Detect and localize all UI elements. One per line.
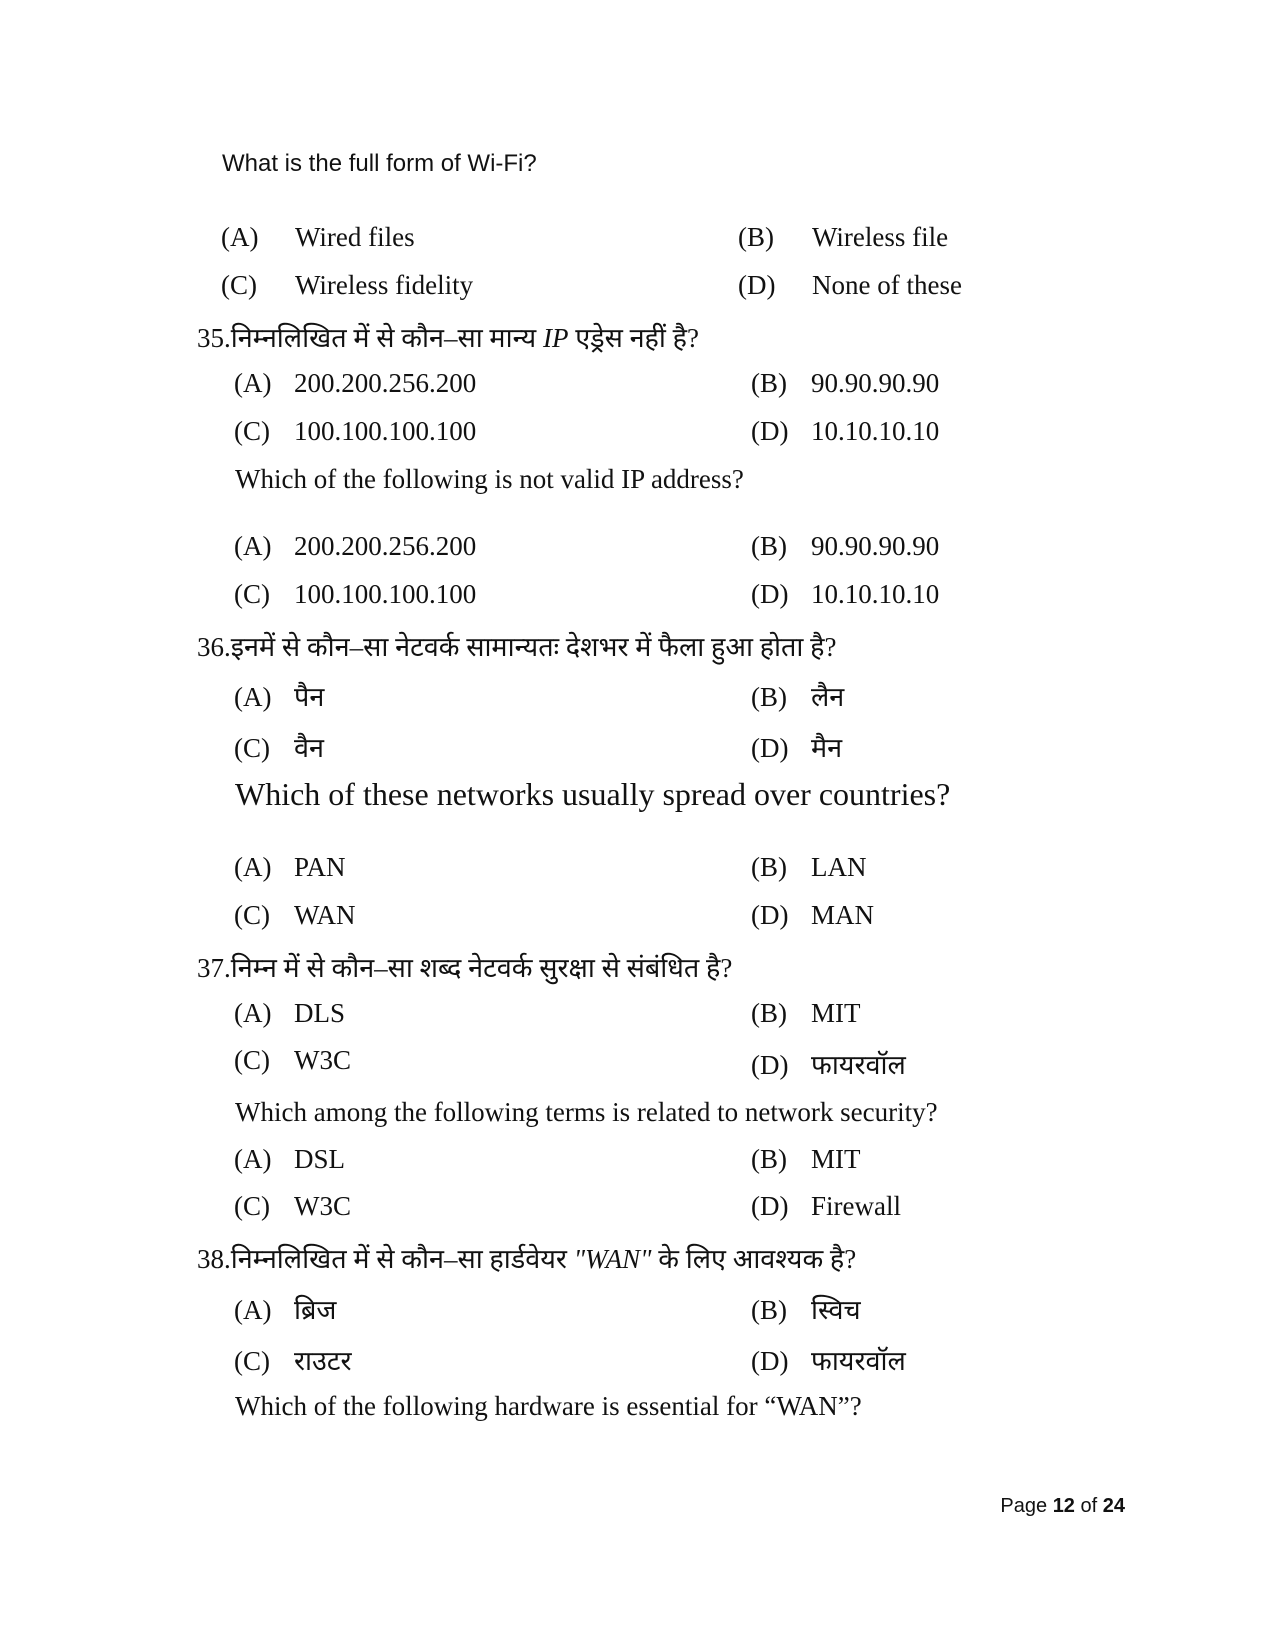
option-b: (B) Wireless file — [738, 222, 949, 252]
question-37-text-en: Which among the following terms is related to network security? — [235, 1097, 938, 1127]
total-pages: 24 — [1102, 1495, 1125, 1517]
option-d: (D) फायरवॉल — [751, 1050, 906, 1080]
option-d: (D) 10.10.10.10 — [751, 416, 940, 446]
option-b: (B) 90.90.90.90 — [751, 531, 940, 561]
option-d: (D) फायरवॉल — [751, 1346, 906, 1376]
question-38-text-en: Which of the following hardware is essential for “WAN”? — [235, 1391, 862, 1421]
option-c: (C) Wireless fidelity — [221, 270, 474, 300]
option-d: (D) 10.10.10.10 — [751, 579, 940, 609]
question-35-text-hi: 35.निम्नलिखित में से कौन–सा मान्य IP एड्रेस नहीं है? — [197, 323, 699, 353]
question-37-text-hi: 37.निम्न में से कौन–सा शब्द नेटवर्क सुरक्षा से संबंधित है? — [197, 953, 733, 983]
option-c: (C) W3C — [234, 1191, 351, 1221]
option-d: (D) मैन — [751, 733, 843, 763]
option-c: (C) राउटर — [234, 1346, 352, 1376]
option-b: (B) स्विच — [751, 1295, 861, 1325]
option-a: (A) DLS — [234, 998, 346, 1028]
option-c: (C) वैन — [234, 733, 324, 763]
option-a: (A) DSL — [234, 1144, 346, 1174]
option-b: (B) MIT — [751, 998, 861, 1028]
question-38-text-hi: 38.निम्नलिखित में से कौन–सा हार्डवेयर "WAN" के लिए आवश्यक है? — [197, 1244, 857, 1274]
option-a: (A) 200.200.256.200 — [234, 368, 477, 398]
question-36-text-hi: 36.इनमें से कौन–सा नेटवर्क सामान्यतः देशभर में फैला हुआ होता है? — [197, 632, 837, 662]
option-a: (A) ब्रिज — [234, 1295, 337, 1325]
option-c: (C) 100.100.100.100 — [234, 579, 477, 609]
question-35-text-en: Which of the following is not valid IP address? — [235, 464, 744, 494]
option-d: (D) MAN — [751, 900, 875, 930]
option-a: (A) Wired files — [221, 222, 415, 252]
page-footer: Page 12 of 24 — [1000, 1495, 1125, 1517]
option-b: (B) 90.90.90.90 — [751, 368, 940, 398]
option-b: (B) लैन — [751, 682, 845, 712]
option-a: (A) 200.200.256.200 — [234, 531, 477, 561]
page-number: 12 — [1052, 1495, 1075, 1517]
question-36-text-en: Which of these networks usually spread over countries? — [235, 776, 951, 812]
option-a: (A) PAN — [234, 852, 346, 882]
option-d: (D) None of these — [738, 270, 962, 300]
option-c: (C) WAN — [234, 900, 356, 930]
question-34-text-en: What is the full form of Wi-Fi? — [222, 150, 537, 177]
option-b: (B) MIT — [751, 1144, 861, 1174]
option-b: (B) LAN — [751, 852, 867, 882]
option-d: (D) Firewall — [751, 1191, 901, 1221]
option-c: (C) W3C — [234, 1045, 351, 1075]
option-a: (A) पैन — [234, 682, 325, 712]
option-c: (C) 100.100.100.100 — [234, 416, 477, 446]
